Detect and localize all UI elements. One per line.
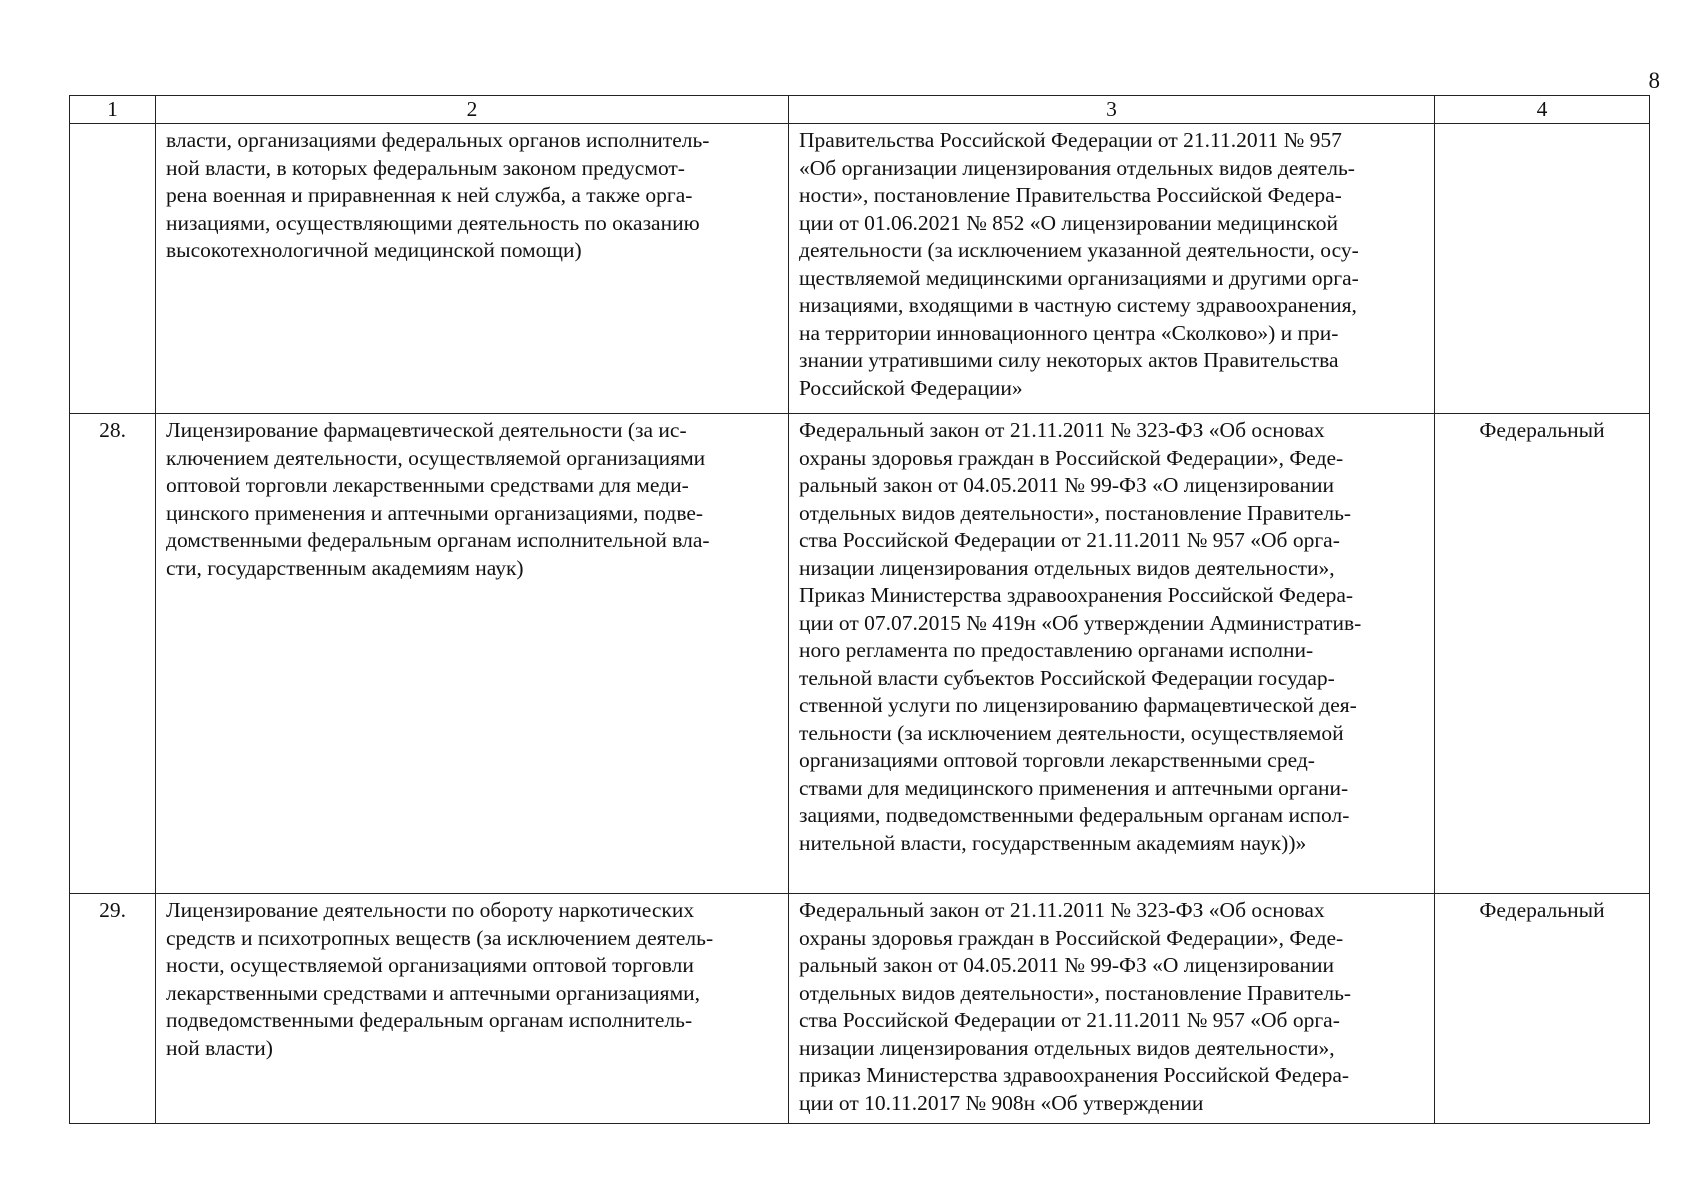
activity-name-cell [156, 414, 789, 894]
legal-basis-cell [789, 414, 1435, 894]
activity-name-cell [156, 894, 789, 1124]
column-header-1: 1 [70, 96, 156, 124]
legal-basis-cell [789, 124, 1435, 414]
table-row [70, 894, 1650, 1124]
activity-name: Лицензирование деятельности по обороту наркотических средств и психотропных веществ (за исключением деятель- ности, осуществляемой организациями оптовой торговли лекарственными средствами и аптечными организациями, подведомственными федеральным органам исполнитель- ной власти) [166, 898, 714, 1060]
licensing-table [69, 95, 1650, 1124]
table-header [70, 96, 1650, 124]
activity-name-cell [156, 124, 789, 414]
row-number-cell [70, 894, 156, 1124]
authority-level-cell [1435, 894, 1650, 1124]
row-number-cell [70, 414, 156, 894]
authority-level: Федеральный [1479, 418, 1605, 442]
row-number: 29. [99, 898, 126, 922]
page-number: 8 [1648, 68, 1660, 93]
authority-level-cell [1435, 414, 1650, 894]
table-row [70, 124, 1650, 414]
column-header-3: 3 [789, 96, 1435, 124]
authority-level-cell [1435, 124, 1650, 414]
table-row [70, 414, 1650, 894]
header-row [70, 96, 1650, 124]
legal-basis-cell [789, 894, 1435, 1124]
legal-basis: Федеральный закон от 21.11.2011 № 323-ФЗ «Об основах охраны здоровья граждан в Российской Федерации», Феде- ральный закон от 04.05.2011 № 99-ФЗ «О лицензировании отдельных видов деятельности», постановление Правитель- ства Российской Федерации от 21.11.2011 № 957 «Об орга- низации лицензирования отдельных видов деятельности», приказ Министерства здравоохранения Российской Федера- ции от 10.11.2017 № 908н «Об утверждении [799, 898, 1352, 1115]
authority-level: Федеральный [1479, 898, 1605, 922]
row-number-cell [70, 124, 156, 414]
table-body [70, 124, 1650, 1124]
legal-basis: Правительства Российской Федерации от 21.11.2011 № 957 «Об организации лицензирования отдельных видов деятель- ности», постановление Правительства Российской Федера- ции от 01.06.2021 № 852 «О лицензировании медицинской деятельности (за исключением указанной деятельности, осу- ществляемой медицинскими организациями и другими орга- низациями, входящими в частную систему здравоохранения, на территории инновационного центра «Сколково») и при- знании утратившими силу некоторых актов Правительства Российской Федерации» [799, 128, 1359, 400]
activity-name: власти, организациями федеральных органов исполнитель- ной власти, в которых федеральным законом предусмот- рена военная и приравненная к ней служба, а также орга- низациями, осуществляющими деятельность по оказанию высокотехнологичной медицинской помощи) [166, 128, 710, 262]
activity-name: Лицензирование фармацевтической деятельности (за ис- ключением деятельности, осуществляемой организациями оптовой торговли лекарственными средствами для меди- цинского применения и аптечными организациями, подве- домственными федеральным органам исполнительной вла- сти, государственным академиям наук) [166, 418, 710, 580]
row-number: 28. [99, 418, 126, 442]
column-header-2: 2 [156, 96, 789, 124]
legal-basis: Федеральный закон от 21.11.2011 № 323-ФЗ «Об основах охраны здоровья граждан в Российской Федерации», Феде- ральный закон от 04.05.2011 № 99-ФЗ «О лицензировании отдельных видов деятельности», постановление Правитель- ства Российской Федерации от 21.11.2011 № 957 «Об орга- низации лицензирования отдельных видов деятельности», Приказ Министерства здравоохранения Российской Федера- ции от 07.07.2015 № 419н «Об утверждении Административ- ного регламента по предоставлению органами исполни- тельной власти субъектов Российской Федерации государ- ственной услуги по лицензированию фармацевтической дея- тельности (за исключением деятельности, осуществляемой организациями оптовой торговли лекарственными сред- ствами для медицинского применения и аптечными органи- зациями, подведомственными федеральным органам испол- нительной власти, государственным академиям наук))» [799, 418, 1362, 855]
column-header-4: 4 [1435, 96, 1650, 124]
